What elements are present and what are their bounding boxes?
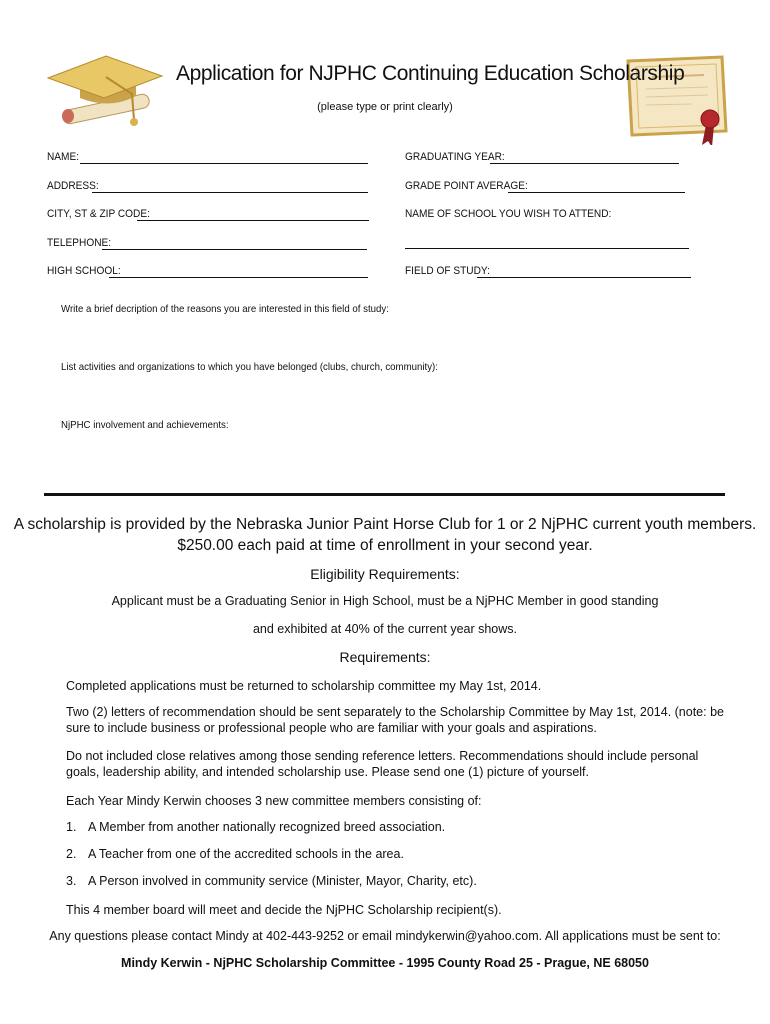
graduating-year-label: GRADUATING YEAR: xyxy=(405,151,505,163)
list-item xyxy=(66,847,404,861)
headline-line-2: $250.00 each paid at time of enrollment in your second year. xyxy=(177,537,593,554)
graduation-cap-icon xyxy=(40,50,165,140)
list-text: A Teacher from one of the accredited schools in the area. xyxy=(88,847,404,861)
eligibility-text-2: and exhibited at 40% of the current year shows. xyxy=(252,622,518,636)
address-label: ADDRESS: xyxy=(47,180,99,192)
field-of-study-label: FIELD OF STUDY: xyxy=(405,265,490,277)
requirement-3: Do not included close relatives among those sending reference letters. Recommendations should include personal goals, leadership ability, and intended scholarship use. Please send one (1) picture of yourself. xyxy=(66,749,699,779)
telephone-field[interactable] xyxy=(102,249,367,250)
page-title: Application for NJPHC Continuing Education Scholarship xyxy=(176,62,685,85)
graduating-year-field[interactable] xyxy=(490,163,679,164)
high-school-field[interactable] xyxy=(109,277,368,278)
involvement-prompt: NjPHC involvement and achievements: xyxy=(61,419,229,431)
requirement-4: Each Year Mindy Kerwin chooses 3 new committee members consisting of: xyxy=(66,794,482,808)
list-number: 2. xyxy=(66,847,77,861)
board-text: This 4 member board will meet and decide the NjPHC Scholarship recipient(s). xyxy=(66,903,502,917)
address-field[interactable] xyxy=(92,192,368,193)
name-label: NAME: xyxy=(47,151,80,163)
list-number: 1. xyxy=(66,820,77,834)
telephone-label: TELEPHONE: xyxy=(47,237,112,249)
reasons-prompt: Write a brief decription of the reasons you are interested in this field of study: xyxy=(61,303,389,315)
headline-line-1: A scholarship is provided by the Nebraska Junior Paint Horse Club for 1 or 2 NjPHC current youth members. xyxy=(13,516,757,533)
list-text: A Person involved in community service (Minister, Mayor, Charity, etc). xyxy=(88,874,477,888)
city-label: CITY, ST & ZIP CODE: xyxy=(47,208,150,220)
school-attend-label: NAME OF SCHOOL YOU WISH TO ATTEND: xyxy=(405,208,612,220)
gpa-field[interactable] xyxy=(508,192,685,193)
list-item xyxy=(66,820,445,834)
section-divider xyxy=(44,493,725,496)
page-subtitle: (please type or print clearly) xyxy=(317,101,453,113)
activities-prompt: List activities and organizations to which you have belonged (clubs, church, community): xyxy=(61,361,438,373)
eligibility-text-1: Applicant must be a Graduating Senior in High School, must be a NjPHC Member in good standing xyxy=(111,594,659,608)
mailing-address: Mindy Kerwin - NjPHC Scholarship Committee - 1995 County Road 25 - Prague, NE 68050 xyxy=(121,956,649,970)
field-of-study-field[interactable] xyxy=(477,277,691,278)
requirements-heading: Requirements: xyxy=(339,649,431,665)
list-number: 3. xyxy=(66,874,77,888)
gpa-label: GRADE POINT AVERAGE: xyxy=(405,180,528,192)
high-school-label: HIGH SCHOOL: xyxy=(47,265,121,277)
name-field[interactable] xyxy=(80,163,368,164)
city-field[interactable] xyxy=(137,220,369,221)
eligibility-heading: Eligibility Requirements: xyxy=(310,566,460,582)
school-attend-field[interactable] xyxy=(405,248,689,249)
list-text: A Member from another nationally recognized breed association. xyxy=(88,820,446,834)
contact-text: Any questions please contact Mindy at 402-443-9252 or email mindykerwin@yahoo.com. All applications must be sent to: xyxy=(49,929,721,943)
requirement-1: Completed applications must be returned to scholarship committee my May 1st, 2014. xyxy=(66,679,542,693)
requirement-2: Two (2) letters of recommendation should be sent separately to the Scholarship Committee by May 1st, 2014. (note: be sure to include business or professional people who are familiar with your goals and aspirations. xyxy=(66,705,724,735)
list-item xyxy=(66,874,477,888)
